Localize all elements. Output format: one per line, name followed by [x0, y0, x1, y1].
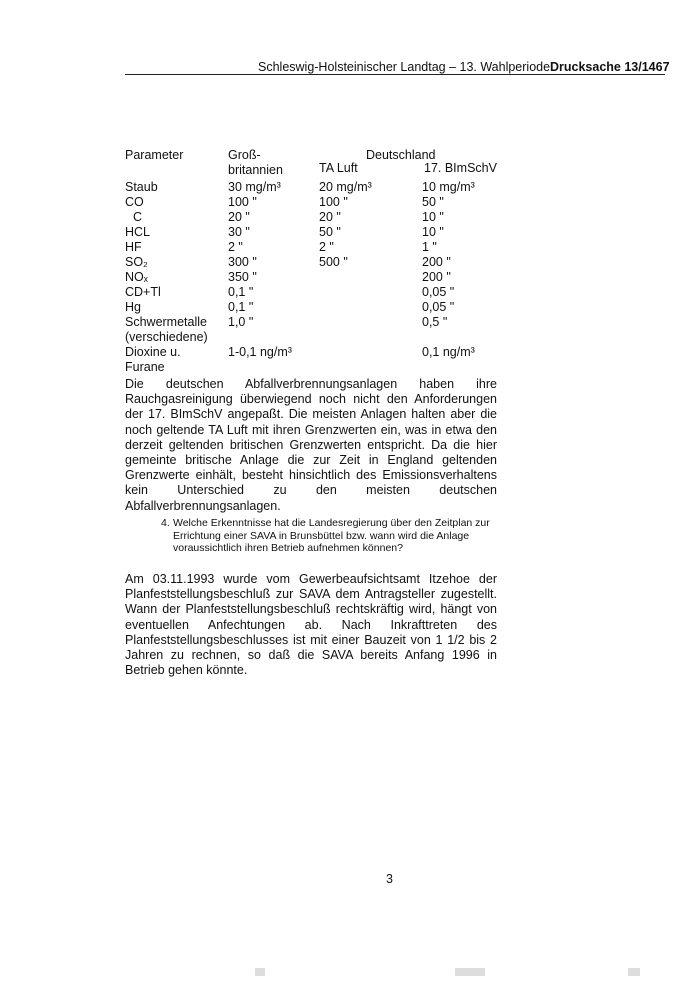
table-cell-bimschv: 1 "	[422, 240, 437, 254]
table-cell-ta-luft: 50 "	[319, 225, 341, 239]
table-cell-gb: 0,1 "	[228, 285, 254, 299]
table-cell-parameter: CO	[125, 195, 144, 209]
table-cell-parameter: NOₓ	[125, 270, 148, 284]
table-cell-bimschv: 10 "	[422, 210, 444, 224]
table-cell-parameter: HCL	[125, 225, 151, 239]
table-cell-parameter: Dioxine u.	[125, 345, 181, 359]
table-cell-gb: 20 "	[228, 210, 250, 224]
table-cell-parameter: Furane	[125, 360, 165, 374]
table-cell-bimschv: 0,05 "	[422, 285, 455, 299]
col-header-gb-line2: britannien	[228, 163, 283, 177]
table-cell-ta-luft: 100 "	[319, 195, 348, 209]
header-title: Schleswig-Holsteinischer Landtag – 13. Wahlperiode	[258, 60, 551, 74]
scan-artifact	[255, 968, 265, 976]
header-rule	[125, 74, 665, 75]
col-header-deutschland: Deutschland	[366, 148, 436, 162]
page-number: 3	[386, 872, 393, 886]
table-cell-parameter: C	[133, 210, 143, 224]
col-header-parameter: Parameter	[125, 148, 184, 162]
table-cell-gb: 100 "	[228, 195, 257, 209]
table-cell-gb: 2 "	[228, 240, 243, 254]
question-4	[161, 517, 498, 555]
table-cell-gb: 1,0 "	[228, 315, 254, 329]
table-cell-parameter: (verschiedene)	[125, 330, 208, 344]
table-cell-gb: 300 "	[228, 255, 257, 269]
table-cell-bimschv: 0,05 "	[422, 300, 455, 314]
table-cell-bimschv: 0,1 ng/m³	[422, 345, 475, 359]
table-cell-bimschv: 10 "	[422, 225, 444, 239]
table-cell-parameter: Hg	[125, 300, 141, 314]
table-cell-gb: 0,1 "	[228, 300, 254, 314]
table-cell-bimschv: 10 mg/m³	[422, 180, 475, 194]
scan-artifact	[455, 968, 485, 976]
table-cell-parameter: Staub	[125, 180, 158, 194]
scan-artifact	[628, 968, 640, 976]
table-cell-bimschv: 0,5 "	[422, 315, 448, 329]
paragraph-2: Am 03.11.1993 wurde vom Gewerbeaufsichtsamt Itzehoe der Planfeststellungsbeschluß zur SAVA dem Antragsteller zugestellt. Wann der Planfeststellungsbeschluß rechtskräftig wird, hängt von eventuellen Anfechtungen ab. Nach Inkrafttreten des Planfeststellungsbeschlusses ist mit einer Bauzeit von 1 1/2 bis 2 Jahren zu rechnen, so daß die SAVA bereits Anfang 1996 in Betrieb gehen könnte.	[125, 572, 497, 678]
question-text: Welche Erkenntnisse hat die Landesregierung über den Zeitplan zur Errichtung einer SAVA in Brunsbüttel bzw. wann wird die Anlage voraussichtlich ihren Betrieb aufnehmen können?	[173, 517, 490, 554]
table-cell-ta-luft: 20 mg/m³	[319, 180, 372, 194]
table-cell-parameter: Schwermetalle	[125, 315, 207, 329]
table-cell-parameter: HF	[125, 240, 142, 254]
table-cell-gb: 30 "	[228, 225, 250, 239]
table-cell-ta-luft: 500 "	[319, 255, 348, 269]
table-cell-gb: 350 "	[228, 270, 257, 284]
table-cell-ta-luft: 20 "	[319, 210, 341, 224]
col-header-gb-line1: Groß-	[228, 148, 261, 162]
table-cell-bimschv: 200 "	[422, 255, 451, 269]
document-number: Drucksache 13/1467	[550, 60, 670, 74]
table-cell-parameter: SO₂	[125, 255, 148, 269]
table-cell-bimschv: 200 "	[422, 270, 451, 284]
table-cell-parameter: CD+Tl	[125, 285, 161, 299]
col-header-ta-luft: TA Luft	[319, 161, 358, 175]
table-cell-gb: 30 mg/m³	[228, 180, 281, 194]
col-header-bimschv: 17. BImSchV	[424, 161, 497, 175]
table-cell-ta-luft: 2 "	[319, 240, 334, 254]
question-number: 4.	[161, 517, 170, 529]
table-cell-bimschv: 50 "	[422, 195, 444, 209]
paragraph-1: Die deutschen Abfallverbrennungsanlagen haben ihre Rauchgasreinigung überwiegend noch nicht den Anforderungen der 17. BImSchV angepaßt. Die meisten Anlagen halten aber die noch geltende TA Luft mit ihren Grenzwerten ein, was in etwa den derzeit geltenden britischen Grenzwerten entspricht. Da die hier gemeinte britische Anlage die zur Zeit in England geltenden Grenzwerte einhält, besteht hinsichtlich des Emissionsverhaltens kein Unterschied zu den meisten deutschen Abfallverbrennungsanlagen.	[125, 377, 497, 513]
table-cell-gb: 1-0,1 ng/m³	[228, 345, 292, 359]
